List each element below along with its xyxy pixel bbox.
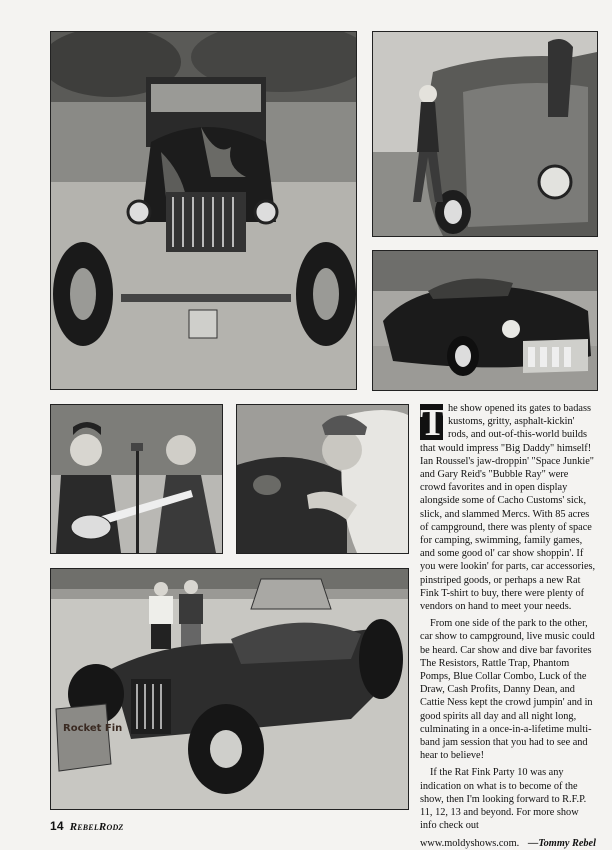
- paragraph-3-text: If the Rat Fink Party 10 was any indication on what is to become of the show, then I'm looking forward to R.F.P. 11, 12, 13 and beyond. For more show info check out: [420, 767, 587, 832]
- page-number: 14: [50, 819, 64, 833]
- photo-flamed-rod-truck: [50, 31, 357, 390]
- website-url[interactable]: www.moldyshows.com.: [420, 837, 520, 849]
- photo-slammed-merc: [372, 250, 598, 391]
- rat-rod-sign-text: Rocket Fin: [63, 723, 123, 734]
- article-body: [420, 402, 596, 850]
- paragraph-2-text: From one side of the park to the other, car show to campground, live music could be heard. Car show and dive bar favorites The Resistors, Rattle Trap, Phantom Pomps, Blue Collar Combo, Luck of the Draw, Cash Profits, Danny Dean, and Cattie Ness kept the crowd jumpin' and in good spirits all day and all night long, culminating in a once-in-a-lifetime multi-band jam session that you had to see and hear to believe!: [420, 618, 595, 762]
- page-footer: [50, 819, 124, 833]
- paragraph-3: [420, 766, 596, 832]
- signature-line: [420, 837, 596, 850]
- photo-model-with-car: [372, 31, 598, 237]
- author-byline: —Tommy Rebel: [528, 837, 596, 849]
- paragraph-1-text: he show opened its gates to badass kustoms, gritty, asphalt-kickin' rods, and out-of-this-world builds that would impress "Big Daddy" himself! Ian Roussel's jaw-droppin' "Space Junkie" and Gary Reid's "Bubble Ray" were crowd favorites and in open display alongside some of Cacho Customs' sick, slick, and slammed Mercs. With 85 acres of campground, there was plenty of space for camping, swimming, family games, and some good ol' car show shoppin'. If you were lookin' for parts, car accessories, pinstriped goods, or perhaps a new Rat Fink T-shirt to buy, there were plenty of vendors on hand to meet your needs.: [420, 403, 596, 613]
- magazine-name: RebelRodz: [69, 821, 124, 833]
- photo-pinstriping: [236, 404, 409, 554]
- article-paragraph: [420, 402, 596, 613]
- photo-band-performing: [50, 404, 223, 554]
- photo-rat-rod: [50, 568, 409, 810]
- drop-cap: T: [420, 402, 446, 444]
